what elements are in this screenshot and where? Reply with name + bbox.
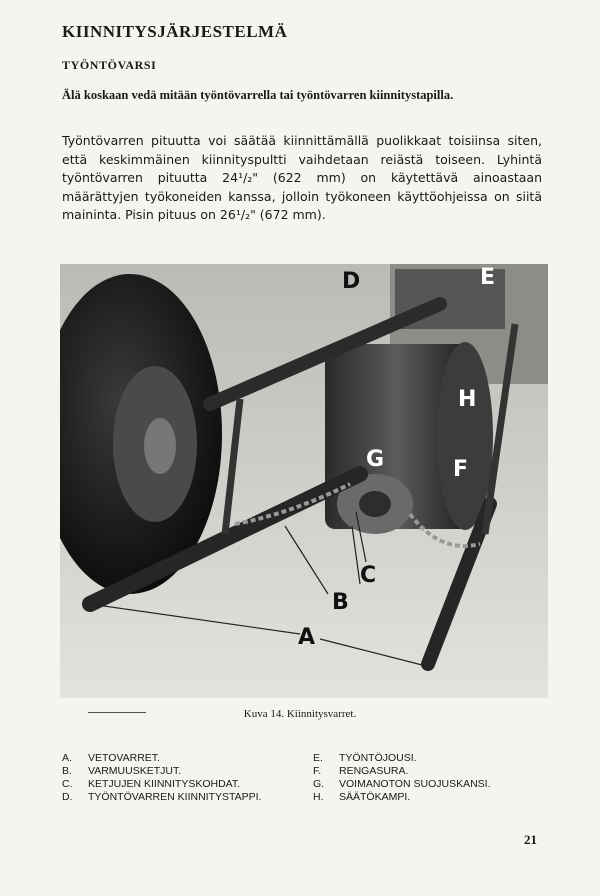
legend-text: VOIMANOTON SUOJUSKANSI. — [339, 778, 491, 790]
figure-photo — [60, 264, 548, 698]
label-a: A — [298, 625, 316, 650]
legend-key: F. — [313, 765, 322, 777]
page-number: 21 — [524, 832, 537, 847]
legend-item — [313, 778, 543, 791]
figure-caption: Kuva 14. Kiinnitysvarret. — [243, 708, 357, 720]
legend-text: TYÖNTÖVARREN KIINNITYSTAPPI. — [88, 791, 262, 803]
tractor-hitch-photo — [60, 264, 548, 698]
label-b: B — [332, 590, 349, 615]
legend-item — [62, 778, 302, 791]
legend-key: D. — [62, 791, 73, 803]
legend-item — [62, 791, 302, 804]
label-d: D — [342, 269, 361, 294]
warning-text: Älä koskaan vedä mitään työntövarrella tai työntövarren kiinnitystapilla. — [62, 88, 454, 102]
legend-key: G. — [313, 778, 325, 790]
legend-key: E. — [313, 752, 323, 764]
legend-text: KETJUJEN KIINNITYSKOHDAT. — [88, 778, 241, 790]
label-e: E — [480, 265, 496, 290]
label-f: F — [453, 457, 469, 482]
legend-left — [62, 752, 302, 804]
legend-text: VETOVARRET. — [88, 752, 160, 764]
legend-text: RENGASURA. — [339, 765, 409, 777]
legend-key: A. — [62, 752, 72, 764]
label-h: H — [458, 387, 477, 412]
legend-key: B. — [62, 765, 72, 777]
legend-text: VARMUUSKETJUT. — [88, 765, 182, 777]
section-heading: KIINNITYSJÄRJESTELMÄ — [62, 22, 288, 41]
wheel-center — [144, 418, 176, 474]
legend-item — [313, 752, 543, 765]
legend-item — [62, 752, 302, 765]
label-c: C — [360, 563, 377, 588]
body-paragraph: Työntövarren pituutta voi säätää kiinnittämällä puolikkaat toisiinsa siten, että keskimmäinen kiinnityspultti vaihdetaan reiästä toiseen. Lyhintä työntövarren pituutta 24¹/₂" (622 mm) on käytettävä ainoastaan määrättyjen työkoneiden kanssa, jolloin työkoneen käyttöohjeissa on siitä maininta. Pisin pituus on 26¹/₂" (672 mm). — [62, 133, 542, 222]
pto-shaft — [359, 491, 391, 517]
legend-text: TYÖNTÖJOUSI. — [339, 752, 417, 764]
legend-key: C. — [62, 778, 73, 790]
subsection-heading: TYÖNTÖVARSI — [62, 58, 157, 72]
legend-text: SÄÄTÖKAMPI. — [339, 791, 411, 803]
legend-item — [62, 765, 302, 778]
legend-item — [313, 791, 543, 804]
label-g: G — [366, 447, 385, 472]
legend-key: H. — [313, 791, 324, 803]
legend-item — [313, 765, 543, 778]
legend-right — [313, 752, 543, 804]
